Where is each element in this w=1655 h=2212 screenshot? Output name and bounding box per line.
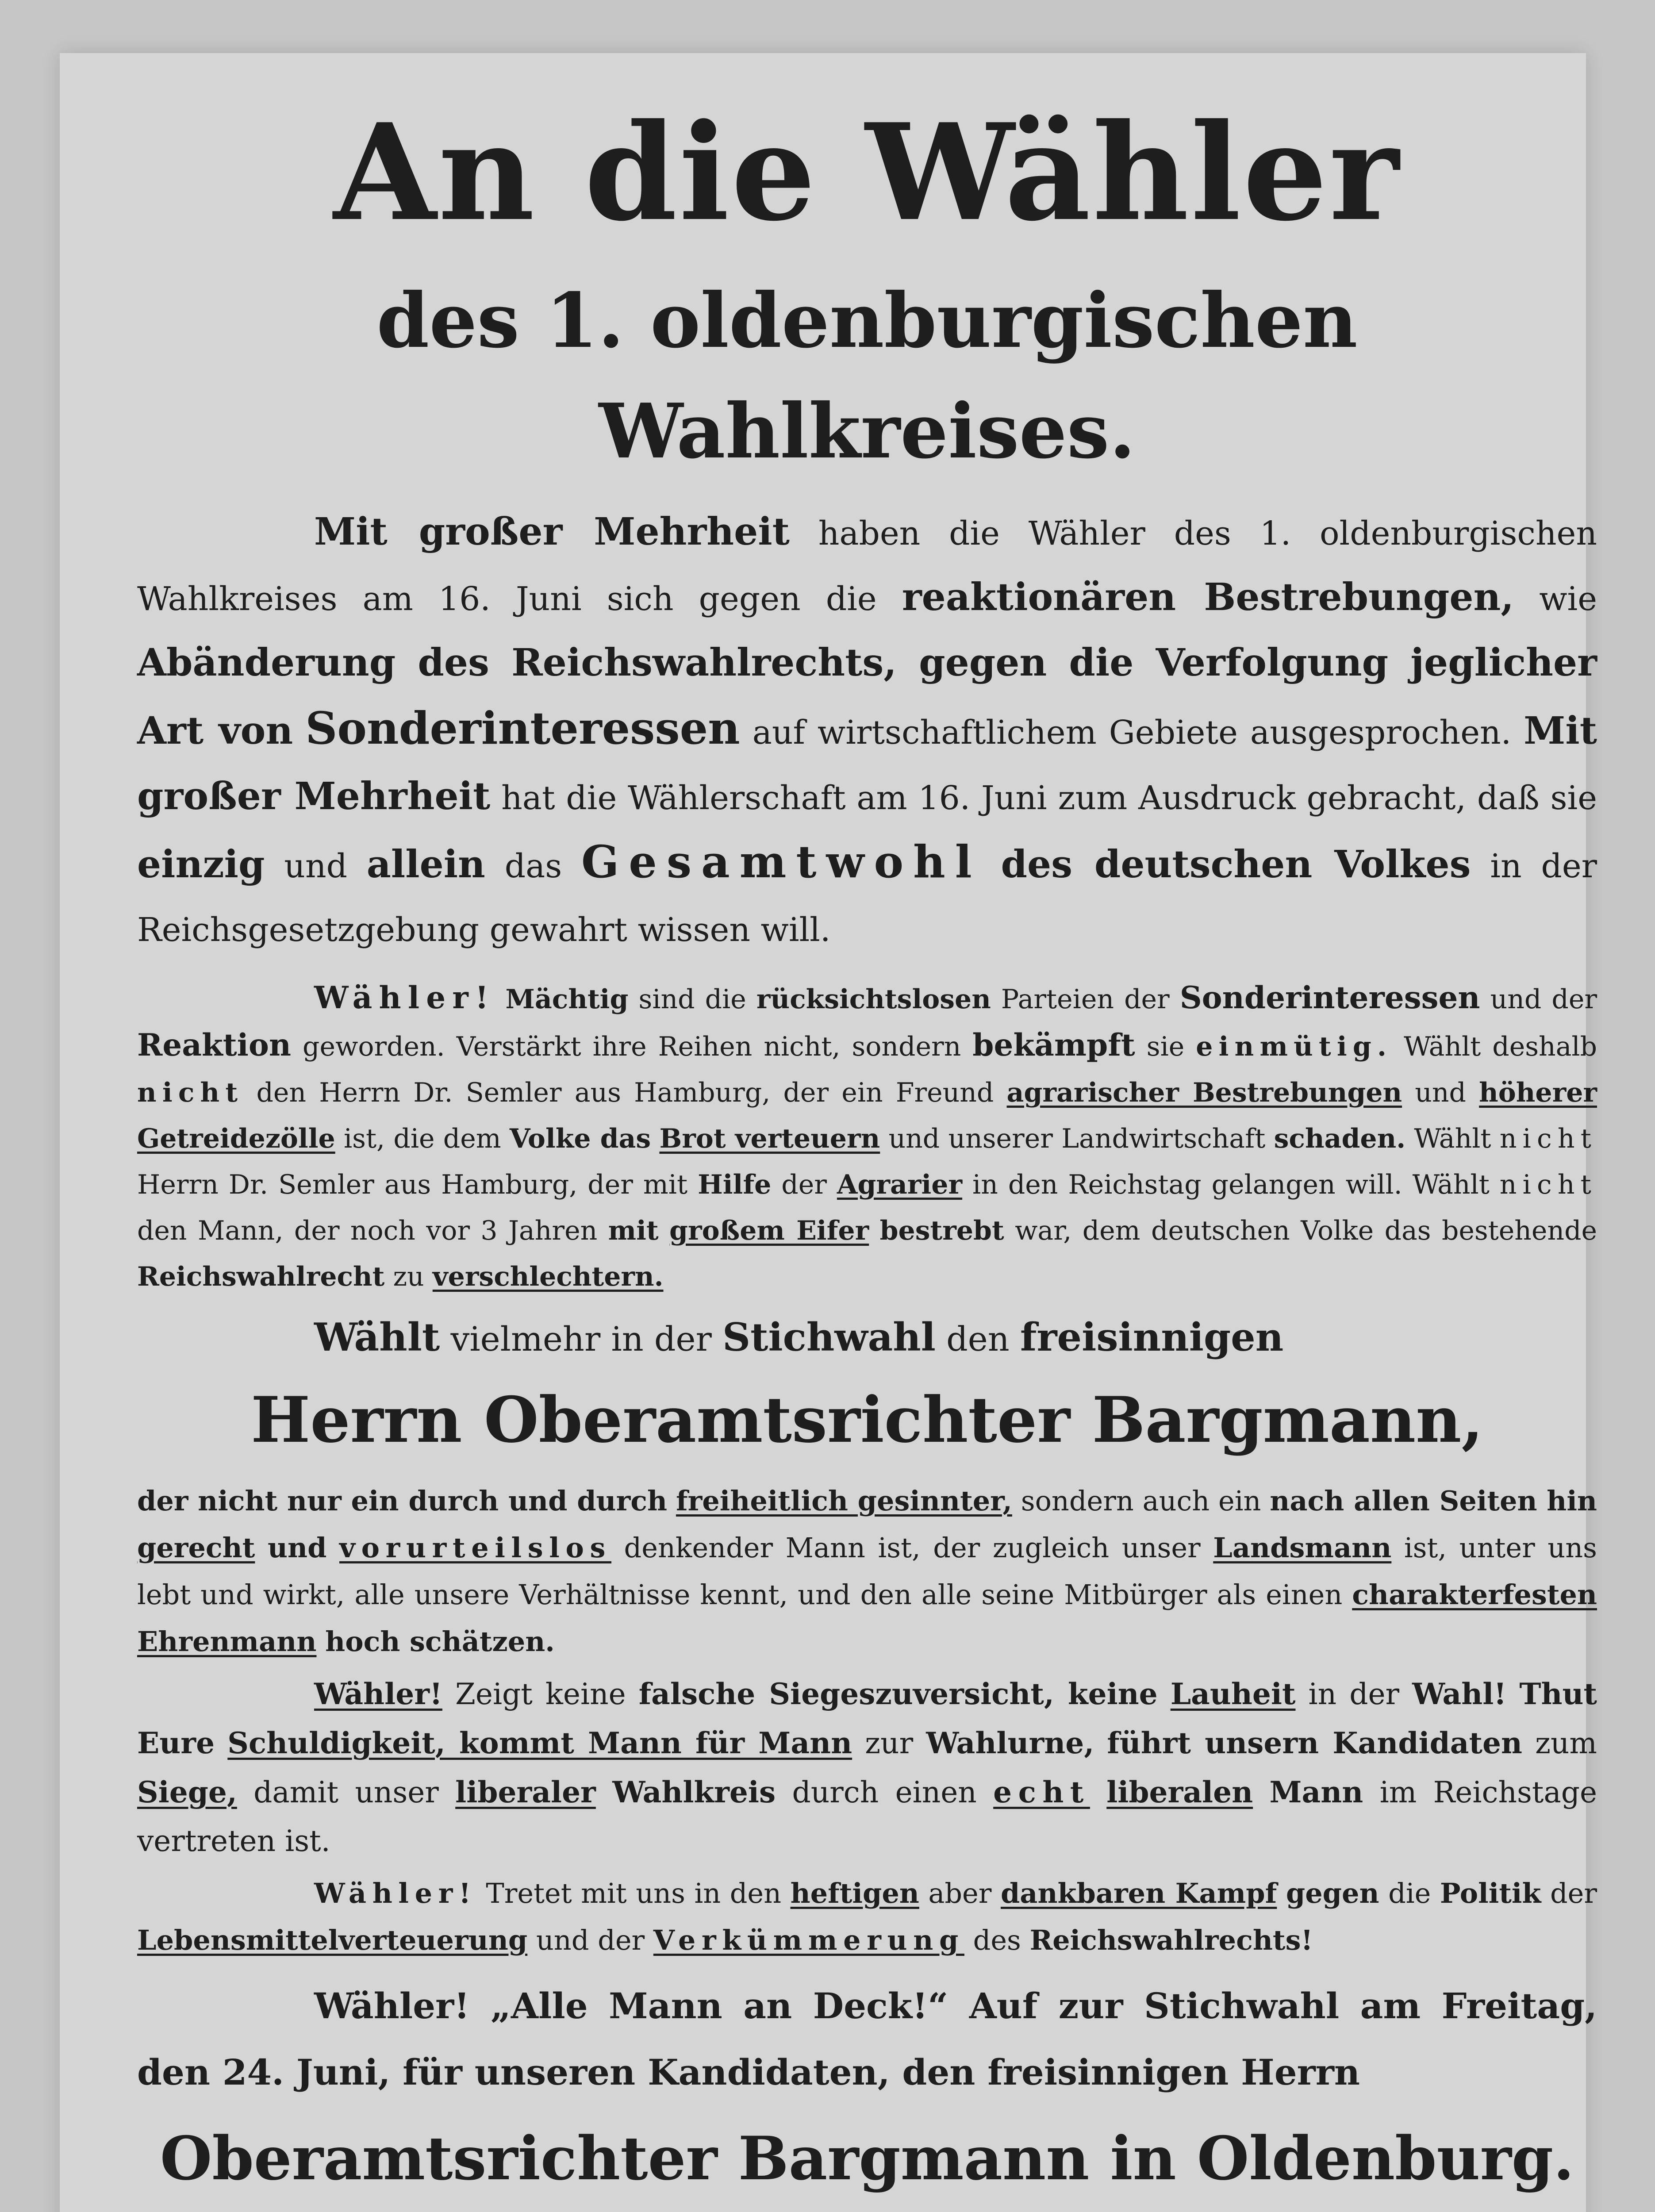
candidate-heading-2: Oberamtsrichter Bargmann in Oldenburg. <box>160 2123 1574 2193</box>
poster-content <box>137 80 1597 2212</box>
paragraph-3: Wählt vielmehr in der Stichwahl den freisinnigen <box>314 1314 1284 1360</box>
paragraph-2: Wähler! Mächtig sind die rücksichtslosen Parteien der Sonderinteressen und der Reaktion geworden. Verstärkt ihre Reihen nicht, sondern bekämpft sie einmütig. Wählt deshalb nicht den Herrn Dr. Semler aus Hamburg, der ein Freund agrarischer Bestrebungen und höherer Getreidezölle ist, die dem Volke das Brot verteuern und unserer Landwirtschaft schaden. Wählt nicht Herrn Dr. Semler aus Hamburg, der mit Hilfe der Agrarier in den Reichstag gelangen will. Wählt nicht den Mann, der noch vor 3 Jahren mit großem Eifer bestrebt war, dem deutschen Volke das bestehende Reichswahlrecht zu verschlechtern. <box>137 980 1597 1292</box>
poster-title: An die Wähler <box>333 94 1401 250</box>
paragraph-6: Wähler! Tretet mit uns in den heftigen aber dankbaren Kampf gegen die Politik der Lebensmittelverteuerung und der Verkümmerung des Reichswahlrechts! <box>137 1877 1597 1956</box>
poster-subtitle: des 1. oldenburgischen Wahlkreises. <box>376 276 1358 476</box>
signature-line <box>137 2207 1597 2212</box>
paragraph-5: Wähler! Zeigt keine falsche Siegeszuversicht, keine Lauheit in der Wahl! Thut Eure Schuldigkeit, kommt Mann für Mann zur Wahlurne, führt unsern Kandidaten zum Siege, damit unser liberaler Wahlkreis durch einen echt liberalen Mann im Reichstage vertreten ist. <box>137 1677 1597 1858</box>
paragraph-4: der nicht nur ein durch und durch freiheitlich gesinnter, sondern auch ein nach allen Seiten hin gerecht und vorurteilslos denkender Mann ist, der zugleich unser Landsmann ist, unter uns lebt und wirkt, alle unsere Verhältnisse kennt, und den alle seine Mitbürger als einen charakterfesten Ehrenmann hoch schätzen. <box>137 1485 1597 1658</box>
paragraph-1: Mit großer Mehrheit haben die Wähler des 1. oldenburgischen Wahlkreises am 16. Juni sich gegen die reaktionären Bestrebungen, wie Abänderung des Reichswahlrechts, gegen die Verfolgung jeglicher Art von Sonderinteressen auf wirtschaftlichem Gebiete ausgesprochen. Mit großer Mehrheit hat die Wählerschaft am 16. Juni zum Ausdruck gebracht, daß sie einzig und allein das Gesamtwohl des deutschen Volkes in der Reichsgesetzgebung gewahrt wissen will. <box>137 510 1597 949</box>
paragraph-7: Wähler! „Alle Mann an Deck!“ Auf zur Stichwahl am Freitag, den 24. Juni, für unseren Kandidaten, den freisinnigen Herrn <box>137 1985 1597 2093</box>
candidate-heading: Herrn Oberamtsrichter Bargmann, <box>251 1383 1483 1457</box>
